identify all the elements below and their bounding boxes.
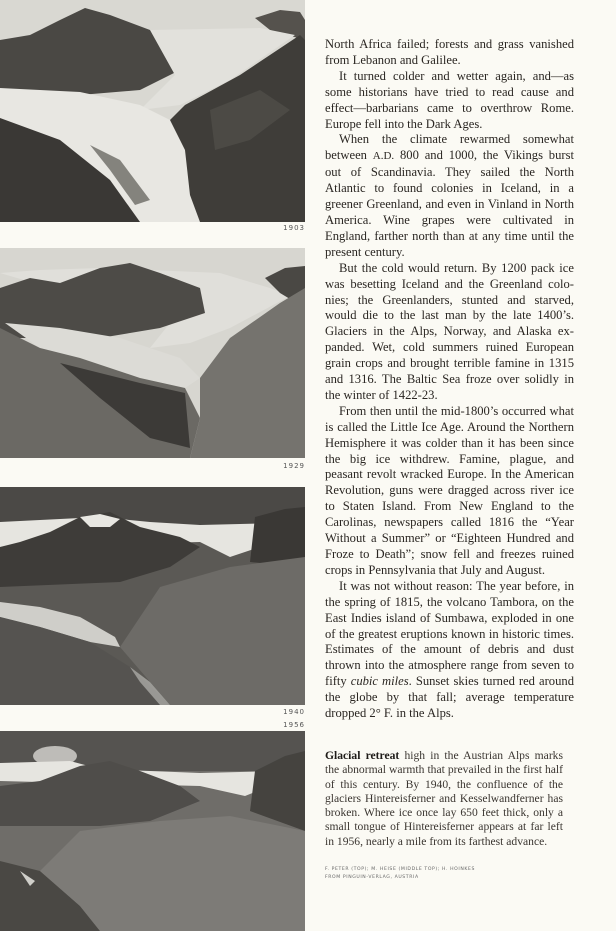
glacier-photo-1903 bbox=[0, 0, 305, 222]
credits-line: F. PETER (TOP); M. HEISE (MIDDLE TOP); H. HOINKES bbox=[325, 867, 476, 872]
caption-text: high in the Austrian Alps marks the abnormal warmth that prevailed in the first half of this century. By 1940, the confluence of the glaciers Hintereisferner and Kesselwandferner has broken. Where ice once lay 650 feet thick, only a small tongue of Hintereisferner appears at far left in 1956, nearly a mile from its farthest advance. bbox=[325, 749, 563, 848]
photo-year-label: 1956 bbox=[283, 721, 305, 729]
photo-year-label: 1903 bbox=[283, 224, 305, 232]
article-body bbox=[325, 37, 574, 722]
paragraph bbox=[325, 132, 574, 260]
emphasis: cubic miles bbox=[350, 674, 409, 689]
text-run: When the climate rewarmed somewhat between bbox=[325, 132, 574, 163]
text-run: . Sunset skies turned red around the globe by that fall; average temperature dropped 2° F. in the Alps. bbox=[325, 674, 574, 721]
photo-caption bbox=[325, 749, 563, 849]
credits-line: FROM PINGUIN-VERLAG, AUSTRIA bbox=[325, 875, 419, 880]
glacier-photo-1929 bbox=[0, 248, 305, 458]
caption-lead: Glacial retreat bbox=[325, 749, 400, 762]
glacier-photo-1956 bbox=[0, 731, 305, 931]
text-run: It was not without reason: The year before, in the spring of 1815, the volcano Tambora, on the East Indies island of Sumbawa, exploded in one of the greatest eruptions known in historic times. Estimates of the amount of debris and dust thrown into the atmosphere range from seven to fifty bbox=[325, 578, 574, 689]
paragraph: North Africa failed; forests and grass vanished from Lebanon and Galilee. bbox=[325, 37, 574, 67]
photo-year-label: 1929 bbox=[283, 462, 305, 470]
paragraph: It turned colder and wetter again, and—as some historians have tried to read cause and effect—barbarians came to overthrow Rome. Europe fell into the Dark Ages. bbox=[325, 68, 574, 131]
photo-credits bbox=[325, 866, 575, 882]
era-abbreviation: A.D. bbox=[372, 150, 395, 163]
paragraph bbox=[325, 579, 574, 722]
photo-year-label: 1940 bbox=[283, 708, 305, 716]
glacier-photo-1940 bbox=[0, 487, 305, 705]
paragraph: But the cold would return. By 1200 pack ice was besetting Iceland and the Greenland colonies; the Greenlanders, stunted and starved, would die to the last man by the late 1400’s. Glaciers in the Alps, Norway, and Alaska expanded. Wet, cold summers ruined European grain crops and brought terrible famine in 1315 and 1316. The Baltic Sea froze over solidly in the winter of 1422-23. bbox=[325, 260, 574, 402]
paragraph: From then until the mid-1800’s occurred what is called the Little Ice Age. Around the Northern Hemisphere it was colder than it has been since the big ice withdrew. Famine, plague, and peasant revolt wracked Europe. In the American Revolution, guns were dragged across river ice to Staten Island. From New England to the Carolinas, newspapers called 1816 the “Year Without a Summer” or “Eighteen Hundred and Froze to Death”; snow fell and freezes ruined crops in Pennsylvania that July and August. bbox=[325, 403, 574, 577]
text-run: 800 and 1000, the Vikings burst out of Scandinavia. They sailed the North Atlantic to found colonies in Iceland, in a greener Greenland, and even in Vinland in North America. Wine grapes were cultivated in England, farther north than at any time until the present century. bbox=[325, 148, 574, 259]
